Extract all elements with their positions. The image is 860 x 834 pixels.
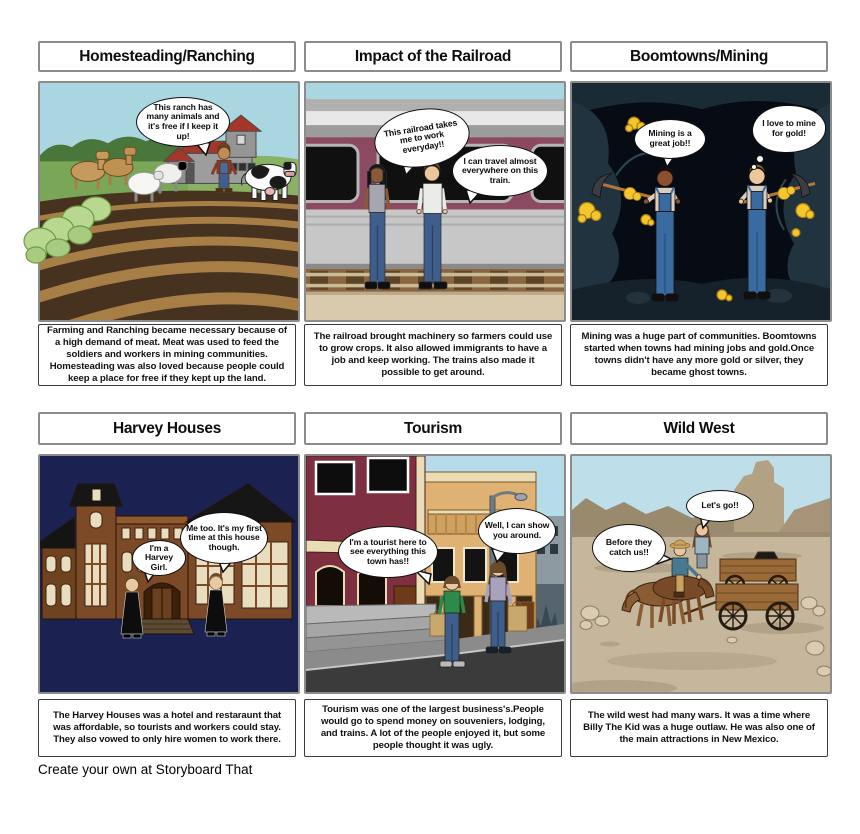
speech-bubble-text: This ranch has many animals and it's free if I keep it up! — [146, 101, 220, 141]
speech-bubble-text: Me too. It's my first time at this house though. — [186, 522, 262, 552]
cabbage-patch — [22, 195, 114, 267]
speech-bubble — [180, 512, 268, 564]
panel-title — [304, 41, 562, 72]
panel-caption — [304, 699, 562, 757]
panel-title — [304, 412, 562, 445]
scene-tourism-illustration — [304, 454, 566, 694]
storyboard-cell-tourism — [304, 412, 562, 760]
speech-bubble — [478, 508, 556, 554]
scene-harvey-house-illustration — [38, 454, 300, 694]
scene-mine-illustration — [570, 81, 832, 322]
storyboard-cell-homesteading — [38, 41, 296, 395]
thought-dot — [756, 155, 764, 163]
panel-title-text: Wild West — [663, 419, 735, 437]
speech-bubble — [686, 490, 754, 522]
panel-title — [38, 41, 296, 72]
storyboard-credit-text: Create your own at Storyboard That — [38, 762, 253, 777]
speech-bubble-text: This railroad takes me to work everyday!! — [383, 116, 458, 155]
panel-title-text: Homesteading/Ranching — [79, 47, 255, 65]
storyboard-cell-mining — [570, 41, 828, 395]
panel-caption — [304, 324, 562, 386]
speech-bubble-text: Let's go!! — [701, 500, 739, 511]
panel-caption — [38, 324, 296, 386]
speech-bubble — [452, 145, 548, 197]
speech-bubble — [136, 97, 230, 147]
speech-bubble — [338, 526, 438, 578]
panel-caption-text: Tourism was one of the largest business's.People would go to spend money on souveniers, lodging, and trains. A lot of the people enjoyed it, but some people thought it was ugly. — [320, 704, 546, 751]
panel-title-text: Harvey Houses — [112, 419, 222, 437]
storyboard-cell-wild-west — [570, 412, 828, 760]
scene-wild-west-illustration — [570, 454, 832, 694]
storyboard-cell-railroad — [304, 41, 562, 395]
panel-caption-text: The wild west had many wars. It was a time where Billy The Kid was a huge outlaw. He was also one of the main attractions in New Mexico. — [583, 710, 815, 745]
scene-railroad-illustration — [304, 81, 566, 322]
panel-title-text: Tourism — [404, 419, 462, 437]
panel-caption-text: The Harvey Houses was a hotel and restaraunt that was affordable, so tourists and workers could stay. They also vowed to only hire women to work there. — [52, 710, 282, 745]
panel-caption — [570, 699, 828, 757]
thought-bubble-text: I love to mine for gold! — [762, 118, 816, 138]
panel-caption — [38, 699, 296, 757]
panel-caption-text: Mining was a huge part of communities. Boomtowns started when towns had mining jobs and gold.Once towns didn't have any more gold or silver, they became ghost towns. — [581, 331, 817, 378]
panel-title — [570, 41, 828, 72]
panel-caption — [570, 324, 828, 386]
panel-caption-text: The railroad brought machinery so farmers could use to grow crops. It also allowed immigrants to have a job and keep working. The trains also made it possible to get around. — [313, 331, 553, 378]
platform — [306, 292, 564, 320]
panel-caption-text: Farming and Ranching became necessary because of a high demand of meat. Meat was used to feed the soldiers and workers in mining communities. Homesteading was also loved because people could keep a place for free if they kept up the land. — [47, 325, 287, 384]
speech-bubble — [634, 119, 706, 159]
storyboard-cell-harvey-houses — [38, 412, 296, 760]
storyboard-credit — [38, 762, 252, 777]
speech-bubble-text: Before they catch us!! — [605, 537, 653, 557]
speech-bubble-text: I'm a tourist here to see everything this town has!! — [349, 536, 427, 566]
tourism-scene-art — [306, 456, 564, 692]
wild-west-scene-art — [572, 456, 830, 692]
panel-title — [570, 412, 828, 445]
scene-ranch-illustration — [38, 81, 300, 322]
speech-bubble-text: I can travel almost everywhere on this train. — [461, 155, 539, 185]
panel-title — [38, 412, 296, 445]
speech-bubble-text: I'm a Harvey Girl. — [144, 542, 174, 572]
panel-title-text: Impact of the Railroad — [354, 47, 512, 65]
thought-dot — [751, 164, 757, 170]
speech-bubble-text: Well, I can show you around. — [484, 520, 550, 540]
speech-bubble-text: Mining is a great job!! — [648, 128, 692, 148]
speech-bubble — [592, 524, 666, 572]
panel-title-text: Boomtowns/Mining — [629, 47, 769, 65]
speech-bubble — [132, 540, 186, 576]
